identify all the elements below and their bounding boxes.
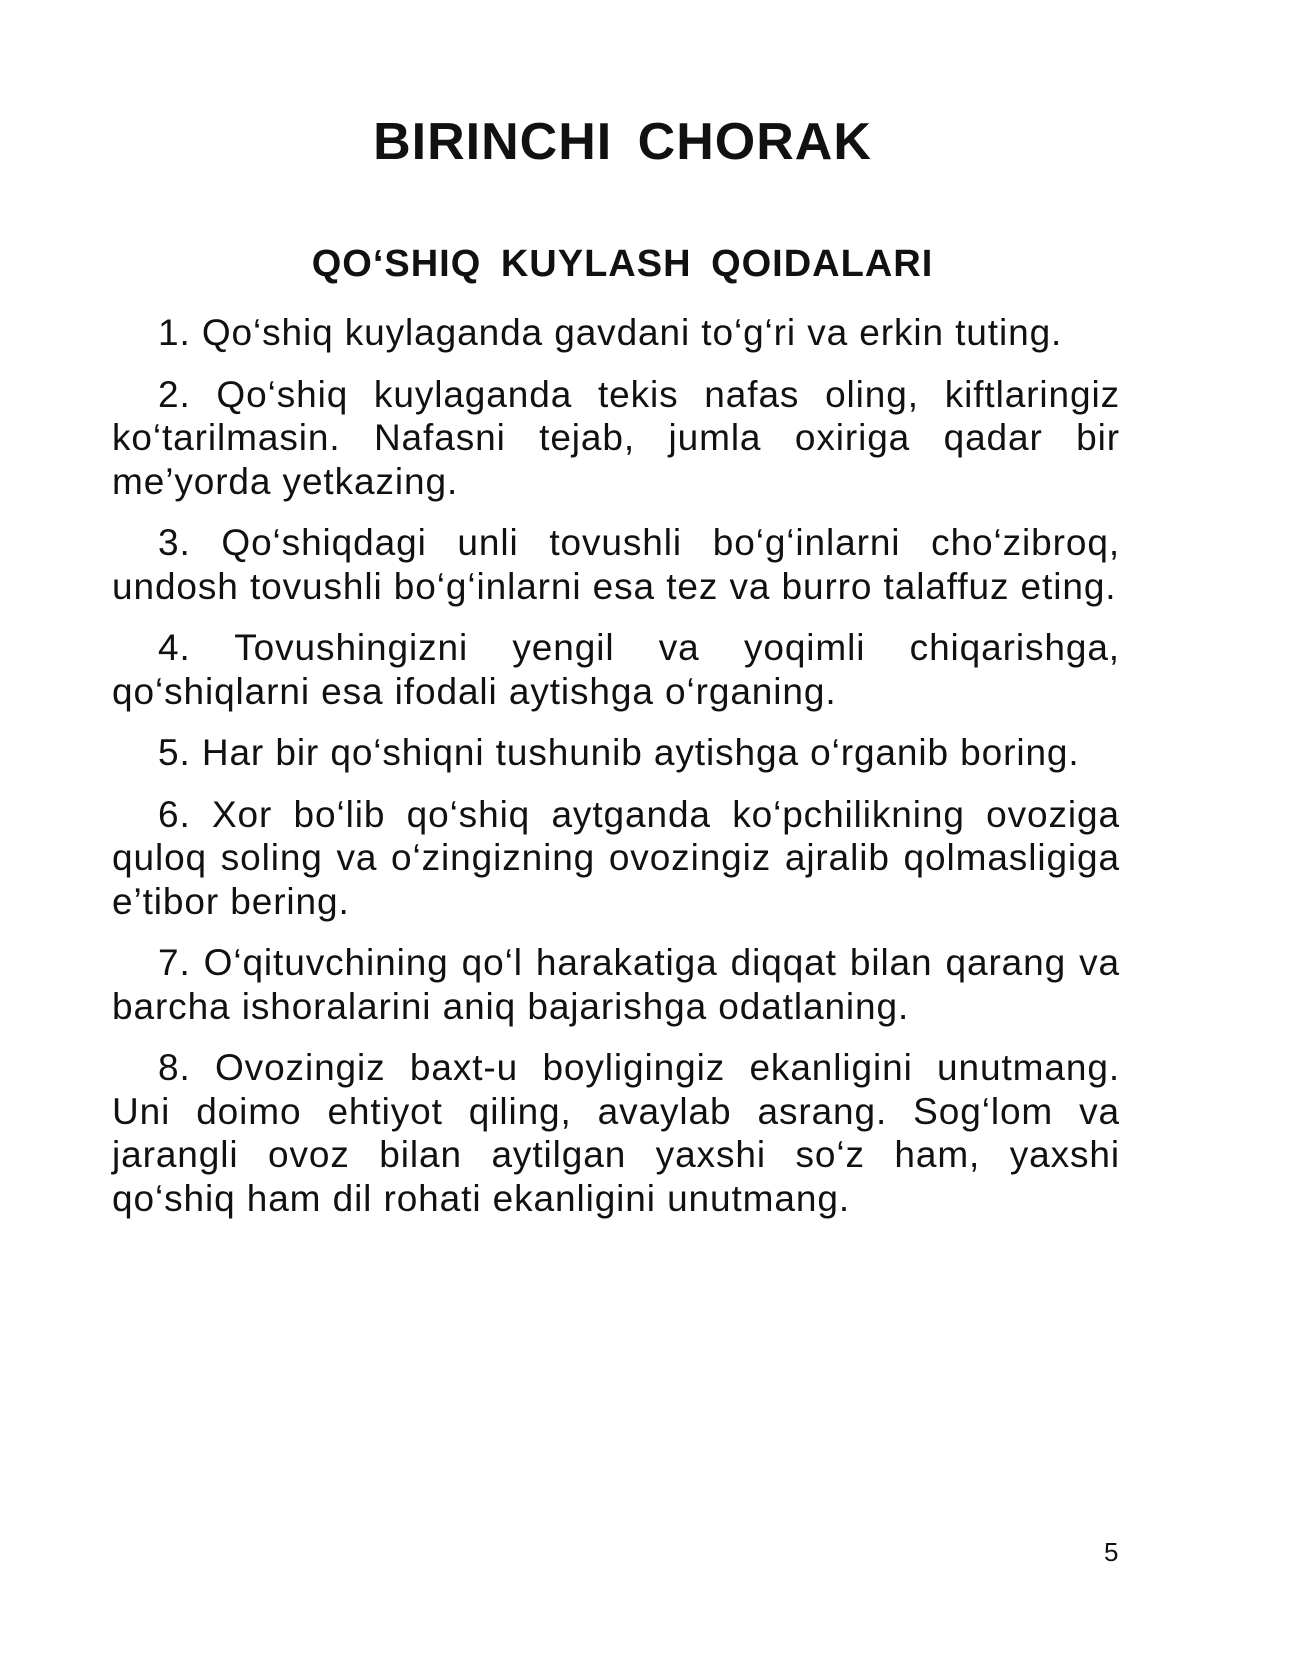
rule-item: 2. Qo‘shiq kuylaganda tekis nafas oling, kiftlaringiz ko‘tarilmasin. Nafasni tejab, jumla oxiriga qadar bir me’yorda yetkazing. xyxy=(112,373,1120,502)
section-title: QO‘SHIQ KUYLASH QOIDALARI xyxy=(311,243,934,285)
rule-item: 4. Tovushingizni yengil va yoqimli chiqarishga, qo‘shiqlarni esa ifodali aytishga o‘rganing. xyxy=(112,627,1120,712)
rules-list xyxy=(112,311,1120,1238)
page-number: 5 xyxy=(1104,1537,1119,1567)
rule-item: 6. Xor bo‘lib qo‘shiq aytganda ko‘pchilikning ovoziga quloq soling va o‘zingizning ovozingiz ajralib qolmasligiga e’tibor bering. xyxy=(112,793,1120,922)
rule-item: 1. Qo‘shiq kuylaganda gavdani to‘g‘ri va erkin tuting. xyxy=(158,312,1063,353)
rule-item: 7. O‘qituvchining qo‘l harakatiga diqqat bilan qarang va barcha ishoralarini aniq bajarishga odatlaning. xyxy=(112,942,1120,1027)
chapter-title: BIRINCHI CHORAK xyxy=(373,113,872,171)
rule-item: 8. Ovozingiz baxt-u boyligingiz ekanligini unutmang. Uni doimo ehtiyot qiling, avaylab asrang. Sog‘lom va jarangli ovoz bilan aytilgan yaxshi so‘z ham, yaxshi qo‘shiq ham dil rohati ekanligini unutmang. xyxy=(112,1047,1120,1219)
rule-item: 5. Har bir qo‘shiqni tushunib aytishga o‘rganib boring. xyxy=(158,732,1080,773)
rule-item: 3. Qo‘shiqdagi unli tovushli bo‘g‘inlarni cho‘zibroq, undosh tovushli bo‘g‘inlarni esa tez va burro talaffuz eting. xyxy=(112,522,1120,607)
